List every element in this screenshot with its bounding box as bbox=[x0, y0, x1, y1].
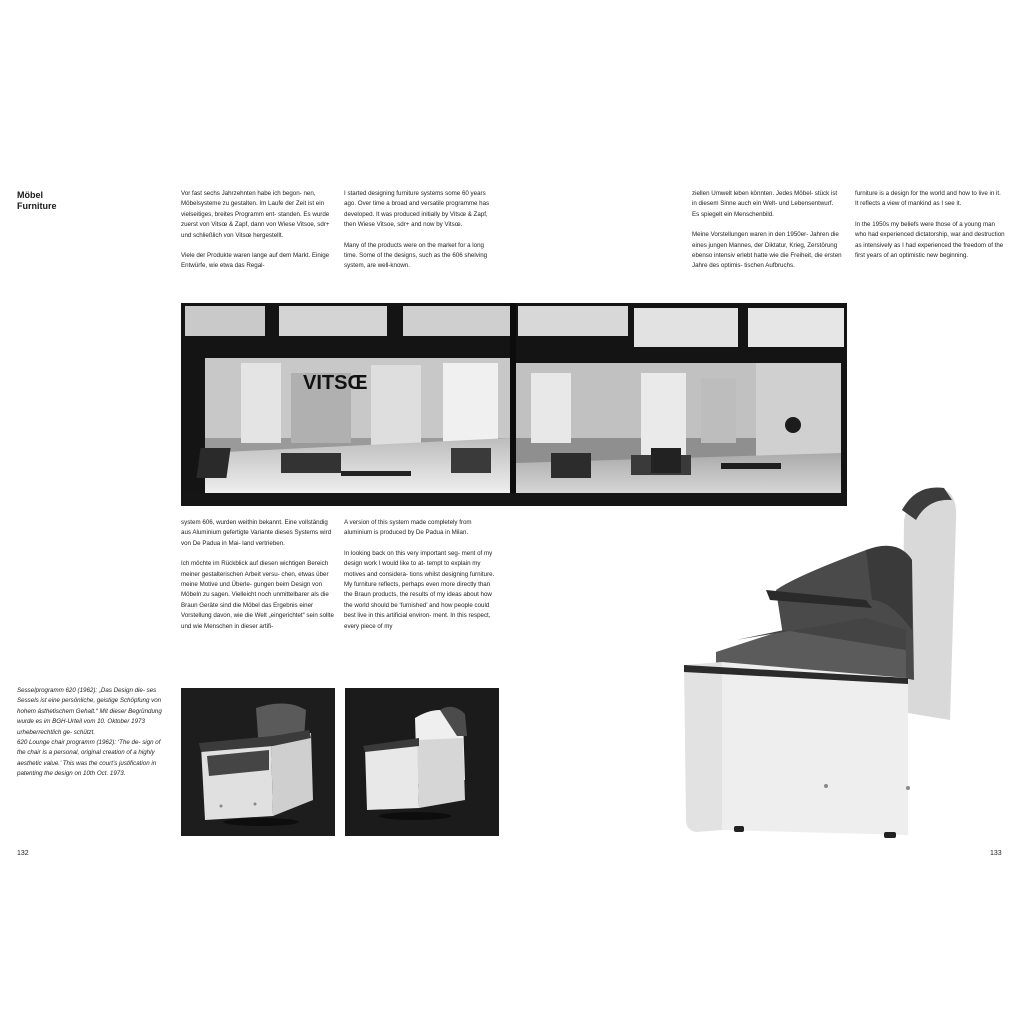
paragraph: I started designing furniture systems some 60 years ago. Over time a broad and versatile programme has developed. It was produced initially by Vitsœ & Zapf, then Wiese Vitsoe, sdr+ and now by Vitsœ. bbox=[344, 190, 490, 229]
paragraph: Viele der Produkte waren lange auf dem Markt. Einige Entwürfe, wie etwa das Regal- bbox=[181, 252, 330, 270]
vitsoe-sign: VITSŒ bbox=[303, 372, 368, 394]
section-title-de: Möbel bbox=[17, 190, 43, 200]
page-number-right: 133 bbox=[990, 850, 1002, 857]
paragraph: Meine Vorstellungen waren in den 1950er- Jahren die eines jungen Mannes, der Diktatur, Krieg, Zerstörung ebenso intensiv erlebt hatte wie die Freiheit, die ersten Jahre des optimis- tischen Aufbruchs. bbox=[692, 231, 842, 270]
text-column-de-top bbox=[181, 189, 331, 272]
sofa-photo bbox=[676, 480, 976, 840]
text-column-de-mid bbox=[181, 518, 336, 632]
paragraph: In the 1950s my beliefs were those of a young man who had experienced dictatorship, war and destruction as intensively as I had experienced the freedom of the first years of an optimistic new beginning. bbox=[855, 220, 1005, 260]
storefront-photo bbox=[181, 303, 847, 506]
caption-de: Sesselprogramm 620 (1962): „Das Design die- ses Sessels ist eine persönliche, geistige Schöpfung von hohem ästhetischem Gehalt.“ Mit dieser Begründung wurde es im BGH-Urteil vom 10. Oktober 1973 urheberrechtlich ge- schützt. bbox=[17, 687, 162, 736]
text-column-en-right bbox=[855, 189, 1005, 261]
paragraph: system 606, wurden weithin bekannt. Eine vollständig aus Aluminium gefertigte Variante dieses Systems wird von De Padua in Mai- land vertrieben. bbox=[181, 519, 332, 547]
paragraph: furniture is a design for the world and how to live in it. It reflects a view of mankind as I see it. bbox=[855, 190, 1001, 208]
paragraph: ziellen Umwelt leben könnten. Jedes Möbel- stück ist in diesem Sinne auch ein Welt- und Lebensentwurf. Es spiegelt ein Menschenbild. bbox=[692, 190, 838, 218]
paragraph: Many of the products were on the market for a long time. Some of the designs, such as the 606 shelving system, are well-known. bbox=[344, 241, 488, 270]
paragraph: Ich möchte im Rückblick auf diesen wichtigen Bereich meiner gestalterischen Arbeit versu- chen, etwas über meine Motive und Überle- gungen beim Design von Möbeln zu sagen. Vielleicht noch unmittelbarer als die Braun Geräte sind die Möbel das Ergebnis einer Vorstellung davon, wie die Welt „eingerichtet“ sein sollte und wie Menschen in dieser artifi- bbox=[181, 560, 334, 630]
paragraph: A version of this system made completely from aluminium is produced by De Padua in Milan. bbox=[344, 519, 472, 537]
text-column-en-mid bbox=[344, 518, 499, 632]
text-column-de-right bbox=[692, 189, 842, 272]
paragraph: Vor fast sechs Jahrzehnten habe ich begon- nen, Möbelsysteme zu gestalten. Im Laufe der Zeit ist ein vielseitiges, breites Programm ent- standen. Es wurde zuerst von Vitsœ & Zapf, dann von Wiese Vitsoe, sdr+ und schließlich von Vitsœ hergestellt. bbox=[181, 190, 330, 239]
text-column-en-top bbox=[344, 189, 494, 272]
armchair-photo-front bbox=[181, 688, 335, 836]
caption-en: 620 Lounge chair programm (1962): ‘The de- sign of the chair is a personal, original creation of a highly aesthetic value.’ This was the court’s justification in patenting the design on 10th Oct. 1973. bbox=[17, 739, 161, 778]
photo-caption bbox=[17, 686, 169, 780]
armchair-photo-back bbox=[345, 688, 499, 836]
paragraph: In looking back on this very important seg- ment of my design work I would like to at- tempt to explain my motives and considera- tions whilst designing furniture. My furniture reflects, perhaps even more directly than the Braun products, the results of my ideas about how the world should be ‘furnished’ and how people could best live in this artificial environ- ment. In this respect, every piece of my bbox=[344, 549, 495, 630]
page-number-left: 132 bbox=[17, 850, 29, 857]
section-title-en: Furniture bbox=[17, 201, 57, 211]
section-title bbox=[17, 190, 137, 212]
